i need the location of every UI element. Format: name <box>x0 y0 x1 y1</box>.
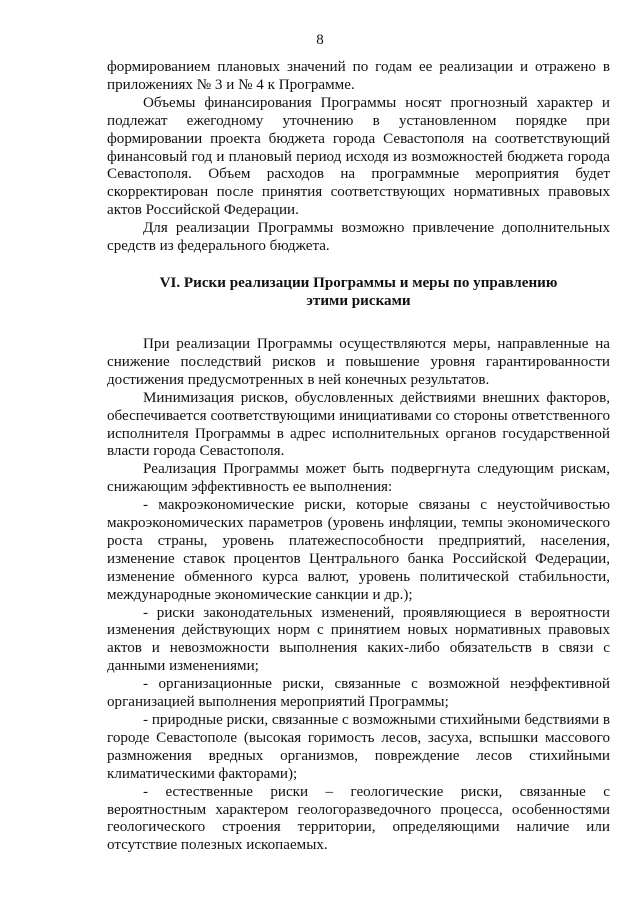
paragraph: Объемы финансирования Программы носят прогнозный характер и подлежат ежегодному уточнению в установленном порядке при формировании проекта бюджета города Севастополя на соответствующий финансовый год и плановый период исходя из возможностей бюджета города Севастополя. Объем расходов на программные мероприятия будет скорректирован после принятия соответствующих нормативных правовых актов Российской Федерации. <box>107 94 610 219</box>
risk-list-item: - природные риски, связанные с возможными стихийными бедствиями в городе Севастополе (высокая горимость лесов, засуха, вспышки массового размножения вредных организмов, повреждение лесов стихийными климатическими факторами); <box>107 712 610 782</box>
paragraph: формированием плановых значений по годам ее реализации и отражено в приложениях № 3 и № 4 к Программе. <box>107 59 610 93</box>
risk-list-item: - организационные риски, связанные с возможной неэффективной организацией выполнения мероприятий Программы; <box>107 676 610 711</box>
section-heading-line: VI. Риски реализации Программы и меры по управлению <box>159 274 558 291</box>
paragraph: Для реализации Программы возможно привлечение дополнительных средств из федерального бюджета. <box>107 220 610 255</box>
document-body <box>107 59 610 855</box>
section-heading-line: этими рисками <box>306 292 411 309</box>
section-heading <box>107 274 610 310</box>
risk-list-item: - риски законодательных изменений, проявляющиеся в вероятности изменения действующих норм с принятием новых нормативных правовых актов и невозможности выполнения каких-либо обязательств в связи с данными изменениями; <box>107 604 610 675</box>
page-number: 8 <box>316 32 324 48</box>
paragraph: Минимизация рисков, обусловленных действиями внешних факторов, обеспечивается соответствующими инициативами со стороны ответственного исполнителя Программы в адрес исполнительных органов государственной власти города Севастополя. <box>107 389 610 460</box>
paragraph: Реализация Программы может быть подвергнута следующим рискам, снижающим эффективность ее выполнения: <box>107 461 610 496</box>
risk-list-item: - макроэкономические риски, которые связаны с неустойчивостью макроэкономических параметров (уровень инфляции, темпы экономического роста страны, уровень платежеспособности предприятий, населения, изменение ставок процентов Центрального банка Российской Федерации, изменение обменного курса валют, уровень политической стабильности, международные экономические санкции и др.); <box>107 497 610 603</box>
paragraph: При реализации Программы осуществляются меры, направленные на снижение последствий рисков и повышение уровня гарантированности достижения предусмотренных в ней конечных результатов. <box>107 335 610 388</box>
risk-list-item: - естественные риски – геологические риски, связанные с вероятностным характером геологоразведочного процесса, особенностями геологического строения территории, определяющими наличие или отсутствие полезных ископаемых. <box>107 783 610 854</box>
